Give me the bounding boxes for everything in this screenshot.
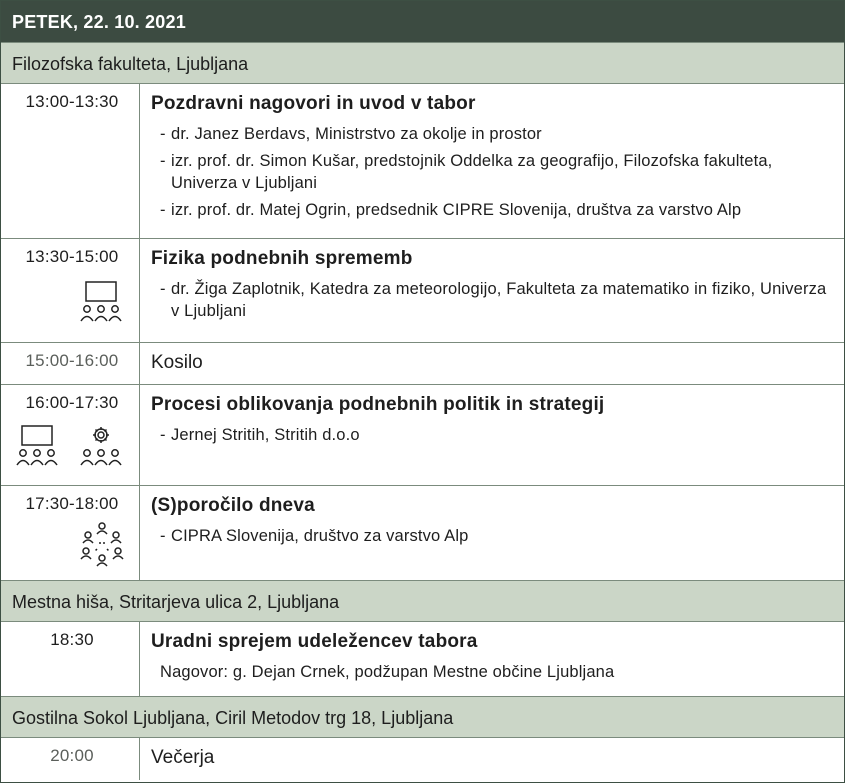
session-content [140, 622, 844, 696]
speaker-item [160, 278, 834, 322]
session-content [140, 738, 844, 780]
speaker-list [151, 123, 834, 221]
session-time-cell [1, 738, 140, 780]
speaker-text: Jernej Stritih, Stritih d.o.o [171, 426, 360, 444]
session-time: 20:00 [50, 746, 94, 765]
presentation-audience-icon [79, 281, 125, 329]
session-title: Kosilo [151, 352, 203, 373]
session-time-cell [1, 239, 140, 342]
speaker-item [160, 199, 834, 221]
session-title: Procesi oblikovanja podnebnih politik in strategij [151, 394, 605, 415]
venue-heading: Gostilna Sokol Ljubljana, Ciril Metodov trg 18, Ljubljana [1, 696, 844, 737]
session-row [1, 621, 844, 696]
bullet-dash: - [160, 125, 166, 143]
bullet-dash: - [160, 527, 166, 545]
speaker-text: izr. prof. dr. Matej Ogrin, predsednik CIPRE Slovenija, društva za varstvo Alp [171, 201, 742, 219]
session-content [140, 239, 844, 342]
speaker-item [160, 424, 834, 446]
session-content [140, 385, 844, 485]
session-title: (S)poročilo dneva [151, 495, 315, 516]
session-note: Nagovor: g. Dejan Crnek, podžupan Mestne občine Ljubljana [160, 663, 615, 681]
bullet-dash: - [160, 201, 166, 219]
speaker-text: dr. Žiga Zaplotnik, Katedra za meteorologijo, Fakulteta za matematiko in fiziko, Univerza v Ljubljani [171, 280, 827, 320]
bullet-dash: - [160, 426, 166, 444]
session-time-cell [1, 486, 140, 580]
session-time: 18:30 [50, 630, 94, 649]
session-time-cell [1, 343, 140, 384]
speaker-list [151, 525, 834, 547]
session-time: 17:30-18:00 [25, 494, 119, 513]
session-row [1, 384, 844, 485]
discussion-circle-icon [79, 520, 125, 570]
session-time: 15:00-16:00 [25, 351, 119, 370]
speaker-item [160, 123, 834, 145]
venue-heading: Filozofska fakulteta, Ljubljana [1, 42, 844, 83]
speaker-list [151, 424, 834, 446]
session-row [1, 737, 844, 780]
session-title: Fizika podnebnih sprememb [151, 248, 413, 269]
bullet-dash: - [160, 152, 166, 170]
speaker-text: dr. Janez Berdavs, Ministrstvo za okolje in prostor [171, 125, 542, 143]
speaker-item [160, 150, 834, 194]
workshop-gear-icon [79, 425, 125, 473]
speaker-text: CIPRA Slovenija, društvo za varstvo Alp [171, 527, 469, 545]
session-content [140, 84, 844, 238]
speaker-item [160, 525, 834, 547]
session-content [140, 343, 844, 384]
speaker-list [151, 278, 834, 322]
speaker-text: izr. prof. dr. Simon Kušar, predstojnik Oddelka za geografijo, Filozofska fakulteta, Univerza v Ljubljani [171, 152, 773, 192]
session-row [1, 485, 844, 580]
bullet-dash: - [160, 280, 166, 298]
session-time-cell [1, 385, 140, 485]
session-title: Večerja [151, 747, 215, 768]
session-time: 13:30-15:00 [25, 247, 119, 266]
session-title: Pozdravni nagovori in uvod v tabor [151, 93, 476, 114]
session-content [140, 486, 844, 580]
session-row [1, 83, 844, 238]
session-time-cell [1, 622, 140, 696]
session-time-cell [1, 84, 140, 238]
venue-heading: Mestna hiša, Stritarjeva ulica 2, Ljubljana [1, 580, 844, 621]
session-row [1, 238, 844, 342]
presentation-audience-icon [15, 425, 61, 473]
session-row [1, 342, 844, 384]
session-time: 13:00-13:30 [25, 92, 119, 111]
day-header: PETEK, 22. 10. 2021 [1, 1, 844, 42]
session-title: Uradni sprejem udeležencev tabora [151, 631, 478, 652]
session-time: 16:00-17:30 [25, 393, 119, 412]
